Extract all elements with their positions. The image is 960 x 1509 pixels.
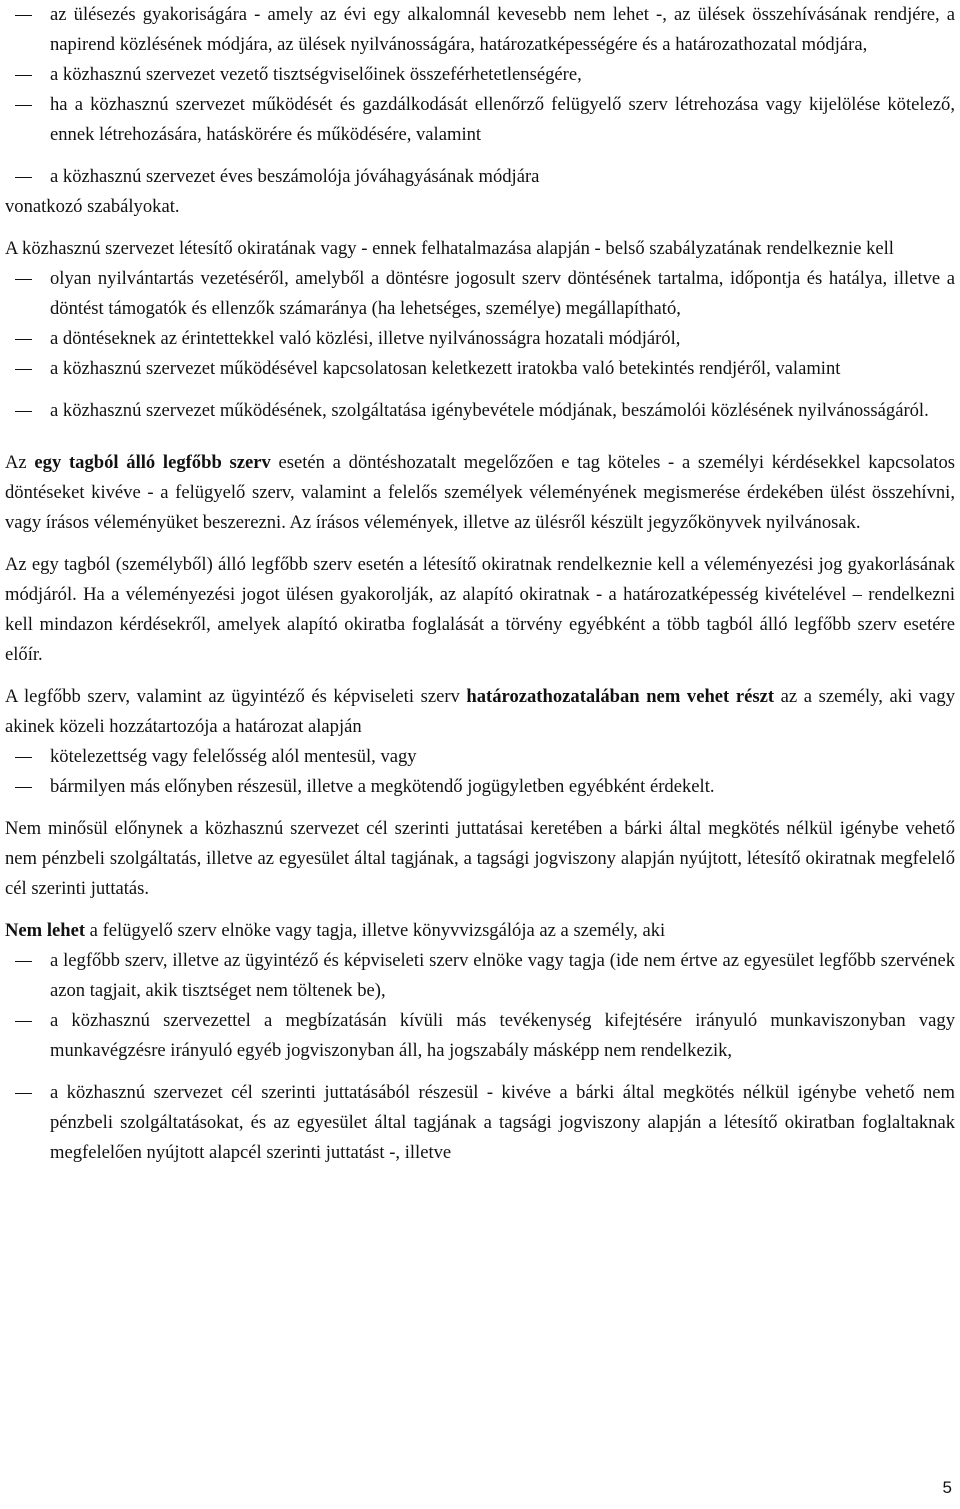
- paragraph-5-text-rest: az a személy, aki vagy akinek közeli hozzátartozója a határozat alapján: [5, 686, 955, 737]
- list-item: az ülésezés gyakoriságára - amely az évi egy alkalomnál kevesebb nem lehet -, az ülések összehívásának rendjére, a napirend közlésének módjára, az ülések nyilvánosságára, határozatképességére és a határozathozatal módjára,: [5, 0, 955, 60]
- list-item: a közhasznú szervezettel a megbízatásán kívüli más tevékenység kifejtésére irányuló munkaviszonyban vagy munkavégzésre irányuló egyéb jogviszonyban áll, ha jogszabály másképp nem rendelkezik,: [5, 1006, 955, 1066]
- paragraph-7-text: a felügyelő szerv elnöke vagy tagja, illetve könyvvizsgálója az a személy, aki: [85, 920, 666, 941]
- list-item: a közhasznú szervezet működésének, szolgáltatása igénybevétele módjának, beszámolói közlésének nyilvánosságáról.: [5, 396, 955, 426]
- paragraph-2-intro: A közhasznú szervezet létesítő okiratának vagy - ennek felhatalmazása alapján - belső szabályzatának rendelkeznie kell: [5, 238, 894, 259]
- paragraph-5-text: A legfőbb szerv, valamint az ügyintéző és képviseleti szerv: [5, 686, 467, 707]
- closing-line: vonatkozó szabályokat.: [5, 196, 180, 217]
- paragraph-7: [5, 916, 955, 946]
- paragraph-4: Az egy tagból (személyből) álló legfőbb szerv esetén a létesítő okiratnak rendelkeznie kell a véleményezési jog gyakorlásának módjáról. Ha a véleményezési jogot ülésen gyakorolják, az alapító okiratnak - a határozatképesség kivételével – rendelkezni kell mindazon kérdésekről, amelyek alapító okiratba foglalását a törvény egyébként a több tagból álló legfőbb szerv esetére előír.: [5, 554, 955, 665]
- paragraph-3-text-rest: esetén a döntéshozatalt megelőzően e tag köteles - a személyi kérdésekkel kapcsolatos döntéseket kivéve - a felügyelő szerv, valamint a felelős személyek véleményének megismerése érdekében ülést összehívni, vagy írásos véleményüket beszerezni. Az írásos vélemények, illetve az ülésről készült jegyzőkönyvek nyilvánosak.: [5, 452, 955, 533]
- list-item: ha a közhasznú szervezet működését és gazdálkodását ellenőrző felügyelő szerv létrehozása vagy kijelölése kötelező, ennek létrehozására, hatáskörére és működésére, valamint: [5, 90, 955, 150]
- list-top: [5, 0, 955, 192]
- list-item: a közhasznú szervezet vezető tisztségviselőinek összeférhetetlenségére,: [5, 60, 955, 90]
- list-item: a közhasznú szervezet működésével kapcsolatosan keletkezett iratokba való betekintés rendjéről, valamint: [5, 354, 955, 384]
- page-number: 5: [942, 1478, 952, 1497]
- list-5: [5, 742, 955, 802]
- paragraph-6: Nem minősül előnynek a közhasznú szervezet cél szerinti juttatásai keretében a bárki által megkötés nélkül igénybe vehető nem pénzbeli szolgáltatás, illetve az egyesület által tagjának, a tagsági jogviszony alapján nyújtott, létesítő okiratnak megfelelő cél szerinti juttatás.: [5, 818, 955, 899]
- paragraph-3: [5, 448, 955, 538]
- paragraph-3-bold: egy tagból álló legfőbb szerv: [34, 452, 271, 473]
- document-page: [5, 0, 955, 1168]
- list-item: olyan nyilvántartás vezetéséről, amelyből a döntésre jogosult szerv döntésének tartalma, időpontja és hatálya, illetve a döntést támogatók és ellenzők számaránya (ha lehetséges, személye) megállapítható,: [5, 264, 955, 324]
- paragraph-3-text: Az: [5, 452, 35, 473]
- list-item: a legfőbb szerv, illetve az ügyintéző és képviseleti szerv elnöke vagy tagja (ide nem értve az egyesület legfőbb szervének azon tagjait, akik tisztséget nem töltenek be),: [5, 946, 955, 1006]
- paragraph-5-bold: határozathozatalában nem vehet részt: [466, 686, 775, 707]
- paragraph-7-bold: Nem lehet: [5, 920, 86, 941]
- list-item: bármilyen más előnyben részesül, illetve a megkötendő jogügyletben egyébként érdekelt.: [5, 772, 955, 802]
- list-2: [5, 264, 955, 426]
- list-item: kötelezettség vagy felelősség alól mentesül, vagy: [5, 742, 955, 772]
- list-item: a közhasznú szervezet cél szerinti juttatásából részesül - kivéve a bárki által megkötés nélkül igénybe vehető nem pénzbeli szolgáltatásokat, és az egyesület által tagjának a tagsági jogviszony alapján a létesítő okiratban foglaltaknak megfelelően nyújtott alapcél szerinti juttatást -, illetve: [5, 1078, 955, 1168]
- list-item: a döntéseknek az érintettekkel való közlési, illetve nyilvánosságra hozatali módjáról,: [5, 324, 955, 354]
- list-item: a közhasznú szervezet éves beszámolója jóváhagyásának módjára: [5, 162, 955, 192]
- paragraph-5: [5, 682, 955, 742]
- list-7: [5, 946, 955, 1168]
